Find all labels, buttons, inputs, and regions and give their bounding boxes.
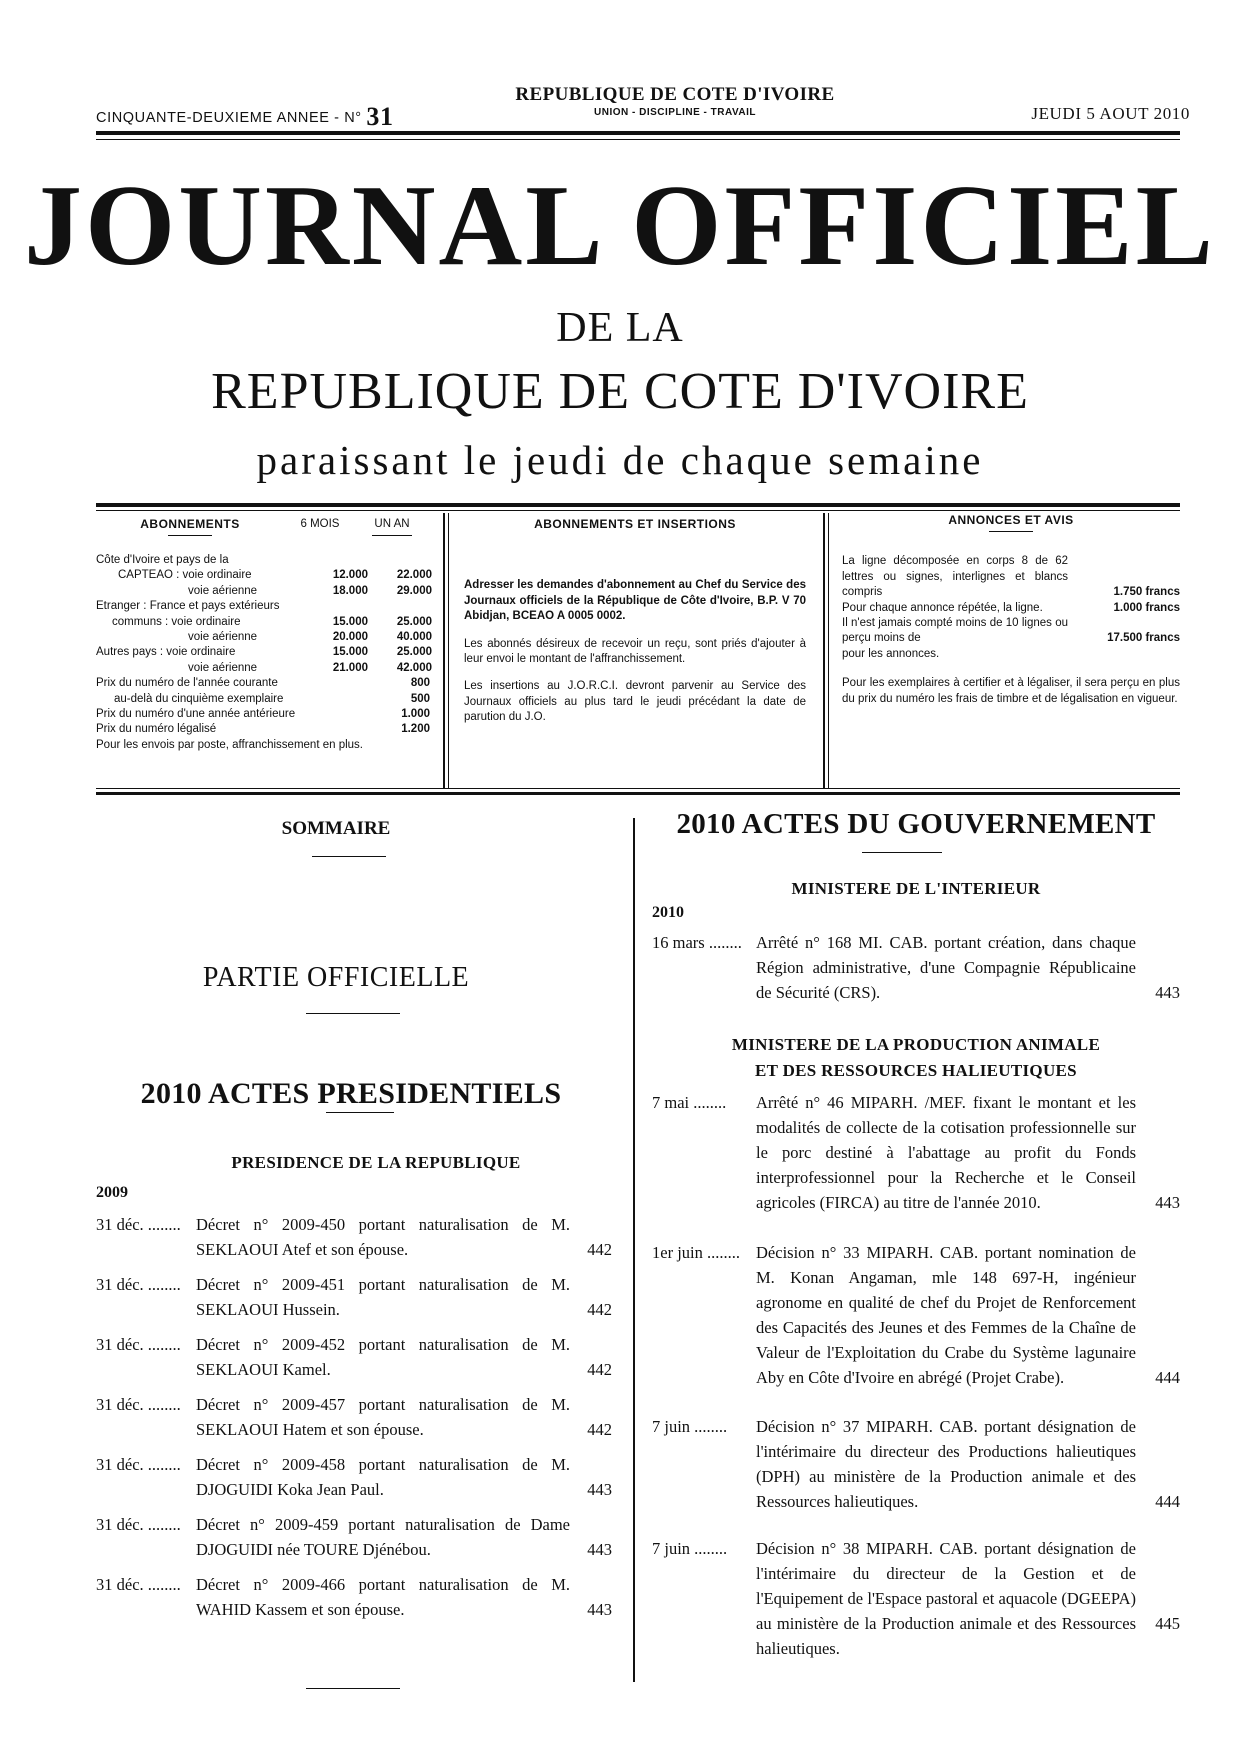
insertions-heading: ABONNEMENTS ET INSERTIONS xyxy=(534,517,736,531)
box-top-thick xyxy=(96,503,1180,507)
entry-text: Décision n° 33 MIPARH. CAB. portant nomination de M. Konan Angaman, mle 148 697-H, ingénieur agronome en qualité de chef du Projet de Renforcement des Capacités des Jeunes et des Femmes de la Chaîne de Valeur de l'Exploitation du Crabe du Système lagunaire Aby en Côte d'Ivoire en abrégé (Projet Crabe). xyxy=(756,1243,1136,1387)
price-label: Prix du numéro d'une année antérieure xyxy=(96,708,296,721)
entry-text: Décret n° 2009-459 portant naturalisation de Dame DJOGUIDI née TOURE Djénébou. xyxy=(196,1515,570,1559)
subscriptions-heading: ABONNEMENTS xyxy=(140,517,240,531)
entry-date: 7 juin ........ xyxy=(652,1539,728,1558)
entry-page-number: 442 xyxy=(587,1240,612,1259)
box-bottom-thick xyxy=(96,792,1180,795)
entry-page-number: 444 xyxy=(1155,1492,1180,1511)
toc-entry xyxy=(96,1512,612,1562)
ministere-production-heading-1: MINISTERE DE LA PRODUCTION ANIMALE xyxy=(731,1035,1101,1054)
masthead-line1: DE LA xyxy=(556,305,684,351)
insertions-receipt: Les abonnés désireux de recevoir un reçu, sont priés d'ajouter à leur envoi le montant de l'affranchissement. xyxy=(464,637,806,666)
toc-entry xyxy=(652,1090,1180,1215)
masthead-line2: REPUBLIQUE DE COTE D'IVOIRE xyxy=(211,363,1029,420)
autres-label: Autres pays : voie ordinaire xyxy=(96,646,236,659)
price: 12.000 xyxy=(332,569,368,582)
price: 42.000 xyxy=(396,661,432,674)
box-divider-1 xyxy=(443,513,445,788)
price-label: au-delà du cinquième exemplaire xyxy=(114,692,284,705)
left-end-rule xyxy=(306,1688,400,1689)
republic-name: REPUBLIQUE DE COTE D'IVOIRE xyxy=(515,84,835,105)
entry-text: Arrêté n° 46 MIPARH. /MEF. fixant le montant et les modalités de collecte de la cotisation professionnelle sur le porc destiné à l'abattage au profit du Fonds interprofessionnel pour la Recherche et le Conseil agricoles (FIRCA) au titre de l'année 2010. xyxy=(756,1093,1136,1212)
rate-value: 1.750 francs xyxy=(1113,586,1180,599)
year-2009: 2009 xyxy=(96,1184,128,1201)
entry-text: Décret n° 2009-457 portant naturalisation de M. SEKLAOUI Hatem et son épouse. xyxy=(196,1395,570,1439)
price: 21.000 xyxy=(332,661,368,674)
price-label: Prix du numéro de l'année courante xyxy=(96,677,278,690)
annonce-rate-3b: pour les annonces. xyxy=(842,647,940,660)
entry-date: 16 mars ........ xyxy=(652,933,742,952)
ministere-production-heading-2: ET DES RESSOURCES HALIEUTIQUES xyxy=(755,1061,1077,1080)
toc-entry xyxy=(96,1572,612,1622)
toc-entry xyxy=(652,1414,1180,1514)
actes-rule xyxy=(326,1112,394,1113)
entry-text: Décision n° 38 MIPARH. CAB. portant désignation de l'intérimaire du directeur de la Gestion et de l'Equipement de l'Espace pastoral et aquacole (DGEEPA) au ministère de la Production animale et des Ressources halieutiques. xyxy=(756,1539,1136,1658)
entry-page-number: 442 xyxy=(587,1360,612,1379)
toc-entry xyxy=(96,1272,612,1322)
toc-entry xyxy=(96,1392,612,1442)
price: 1.000 xyxy=(401,708,430,721)
intro-line: Côte d'Ivoire et pays de la xyxy=(96,554,229,566)
entry-date: 31 déc. ........ xyxy=(96,1395,181,1414)
entry-page-number: 443 xyxy=(587,1540,612,1559)
toc-entry xyxy=(652,1240,1180,1390)
republic-heading xyxy=(500,84,850,118)
price: 25.000 xyxy=(396,646,432,659)
air-label: voie aérienne xyxy=(188,631,258,644)
entry-text: Décret n° 2009-458 portant naturalisation de M. DJOGUIDI Koka Jean Paul. xyxy=(196,1455,570,1499)
sommaire-title: SOMMAIRE xyxy=(281,818,391,839)
col-6m: 6 MOIS xyxy=(300,518,340,530)
box-bottom-thin xyxy=(96,788,1180,789)
entry-date: 31 déc. ........ xyxy=(96,1275,181,1294)
entry-text: Décret n° 2009-466 portant naturalisation de M. WAHID Kassem et son épouse. xyxy=(196,1575,570,1619)
entry-text: Décret n° 2009-452 portant naturalisation de M. SEKLAOUI Kamel. xyxy=(196,1335,570,1379)
actes-gouvernement-title: 2010 ACTES DU GOUVERNEMENT xyxy=(676,808,1156,840)
header-rule-thin xyxy=(96,139,1180,140)
partie-title: PARTIE OFFICIELLE xyxy=(202,962,470,993)
entry-date: 7 mai ........ xyxy=(652,1093,727,1112)
ministere-interieur-heading: MINISTERE DE L'INTERIEUR xyxy=(791,879,1041,898)
issue-date: JEUDI 5 AOUT 2010 xyxy=(1031,104,1190,123)
annonces-panel xyxy=(842,513,1180,781)
capteao-label: CAPTEAO : voie ordinaire xyxy=(118,569,252,582)
toc-entry xyxy=(96,1212,612,1262)
air-label: voie aérienne xyxy=(188,584,258,597)
col-1y: UN AN xyxy=(374,518,410,530)
toc-entry xyxy=(96,1332,612,1382)
year-2010: 2010 xyxy=(652,904,684,921)
issue-label: CINQUANTE-DEUXIEME ANNEE - N° xyxy=(96,110,362,126)
actes-presidentiels-title: 2010 ACTES PRESIDENTIELS xyxy=(140,1077,562,1110)
actes-gouv-rule xyxy=(862,852,942,853)
entry-page-number: 443 xyxy=(587,1480,612,1499)
price: 1.200 xyxy=(401,723,430,736)
entry-page-number: 443 xyxy=(1155,1193,1180,1212)
entry-page-number: 443 xyxy=(587,1600,612,1619)
box-divider-2b xyxy=(828,513,829,788)
price: 15.000 xyxy=(332,646,368,659)
sommaire-rule xyxy=(312,856,386,857)
price: 800 xyxy=(410,677,430,690)
entry-text: Décret n° 2009-450 portant naturalisation de M. SEKLAOUI Atef et son épouse. xyxy=(196,1215,570,1259)
presidence-heading: PRESIDENCE DE LA REPUBLIQUE xyxy=(231,1153,521,1172)
insertions-address: Adresser les demandes d'abonnement au Chef du Service des Journaux officiels de la République de Côte d'Ivoire, B.P. V 70 Abidjan, BCEAO A 0005 0002. xyxy=(464,579,806,623)
insertions-deadline: Les insertions au J.O.R.C.I. devront parvenir au Service des Journaux officiels au plus tard le jeudi précédant la date de parution du J.O. xyxy=(464,680,806,724)
annonces-heading: ANNONCES ET AVIS xyxy=(948,513,1074,527)
price: 25.000 xyxy=(396,615,432,628)
entry-date: 31 déc. ........ xyxy=(96,1215,181,1234)
price: 29.000 xyxy=(396,584,432,597)
price-label: Prix du numéro légalisé xyxy=(96,723,217,736)
communs-label: communs : voie ordinaire xyxy=(112,615,241,628)
heading-underline xyxy=(168,535,212,536)
entry-text: Arrêté n° 168 MI. CAB. portant création, dans chaque Région administrative, d'une Compagnie Républicaine de Sécurité (CRS). xyxy=(756,933,1136,1002)
price: 20.000 xyxy=(332,631,368,644)
insertions-panel xyxy=(464,517,806,785)
entry-page-number: 442 xyxy=(587,1300,612,1319)
annonce-legalisation: Pour les exemplaires à certifier et à légaliser, il sera perçu en plus du prix du numéro les frais de timbre et de légalisation en vigueur. xyxy=(842,677,1180,705)
price: 15.000 xyxy=(332,615,368,628)
rate-value: 17.500 francs xyxy=(1107,632,1180,645)
annonce-rate-1: La ligne décomposée en corps 8 de 62 lettres ou signes, interlignes et blancs compris xyxy=(842,555,1068,599)
header-rule-thick xyxy=(96,131,1180,135)
box-top-thin xyxy=(96,510,1180,511)
entry-page-number: 442 xyxy=(587,1420,612,1439)
entry-text: Décret n° 2009-451 portant naturalisation de M. SEKLAOUI Hussein. xyxy=(196,1275,570,1319)
entry-page-number: 445 xyxy=(1155,1614,1180,1633)
partie-rule xyxy=(306,1013,400,1014)
col-underline xyxy=(372,535,412,536)
entry-date: 31 déc. ........ xyxy=(96,1575,181,1594)
price: 500 xyxy=(410,692,430,705)
entry-date: 1er juin ........ xyxy=(652,1243,740,1262)
annonce-rate-3: Il n'est jamais compté moins de 10 lignes ou perçu moins de xyxy=(842,617,1068,645)
column-divider xyxy=(633,818,635,1682)
toc-entry xyxy=(652,1536,1180,1658)
box-divider-1b xyxy=(448,513,449,788)
entry-date: 31 déc. ........ xyxy=(96,1455,181,1474)
air-label: voie aérienne xyxy=(188,661,258,674)
masthead-line3: paraissant le jeudi de chaque semaine xyxy=(256,437,984,483)
box-divider-2 xyxy=(823,513,825,788)
entry-page-number: 443 xyxy=(1155,983,1180,1002)
entry-date: 31 déc. ........ xyxy=(96,1515,181,1534)
issue-number: 31 xyxy=(366,102,394,131)
entry-text: Décision n° 37 MIPARH. CAB. portant désignation de l'intérimaire du directeur des Productions halieutiques (DPH) au ministère de la Production animale et des Ressources halieutiques. xyxy=(756,1417,1136,1511)
annonce-rate-2: Pour chaque annonce répétée, la ligne. xyxy=(842,601,1043,614)
motto: UNION - DISCIPLINE - TRAVAIL xyxy=(594,107,756,118)
price: 22.000 xyxy=(396,569,432,582)
rate-value: 1.000 francs xyxy=(1113,601,1180,614)
price: 18.000 xyxy=(332,584,368,597)
price: 40.000 xyxy=(396,631,432,644)
entry-date: 7 juin ........ xyxy=(652,1417,728,1436)
issue-line xyxy=(96,102,394,132)
entry-date: 31 déc. ........ xyxy=(96,1335,181,1354)
subscriptions-panel xyxy=(96,517,436,785)
etranger-line: Etranger : France et pays extérieurs xyxy=(96,600,280,613)
toc-entry xyxy=(652,930,1180,1005)
entry-page-number: 444 xyxy=(1155,1368,1180,1387)
toc-entry xyxy=(96,1452,612,1502)
postage-note: Pour les envois par poste, affranchissement en plus. xyxy=(96,738,363,751)
masthead-title: JOURNAL OFFICIEL xyxy=(23,162,1217,290)
